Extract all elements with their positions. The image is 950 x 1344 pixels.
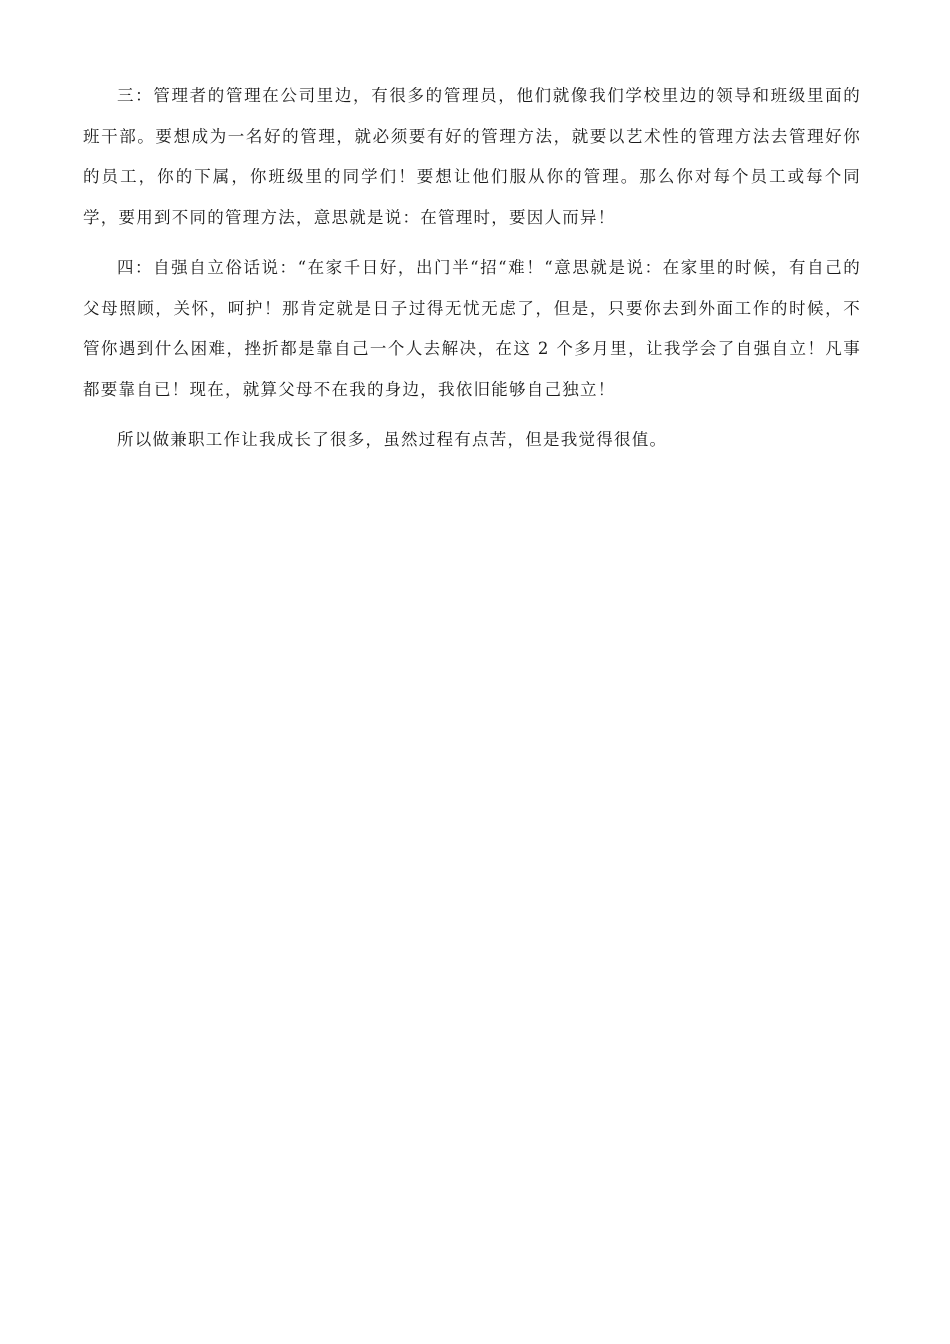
paragraph-self-reliance: 四：自强自立俗话说：“在家千日好，出门半“招“难！“意思就是说：在家里的时候，有自己的父母照顾，关怀，呵护！那肯定就是日子过得无忧无虑了，但是，只要你去到外面工作的时候，不管你遇到什么困难，挫折都是靠自己一个人去解决，在这 2 个多月里，让我学会了自强自立！凡事都要靠自已！现在，就算父母不在我的身边，我依旧能够自己独立！ — [83, 258, 861, 399]
paragraph-management: 三：管理者的管理在公司里边，有很多的管理员，他们就像我们学校里边的领导和班级里面的班干部。要想成为一名好的管理，就必须要有好的管理方法，就要以艺术性的管理方法去管理好你的员工，你的下属，你班级里的同学们！要想让他们服从你的管理。那么你对每个员工或每个同学，要用到不同的管理方法，意思就是说：在管理时，要因人而异！ — [83, 86, 861, 227]
document-body — [83, 76, 861, 471]
paragraph-conclusion: 所以做兼职工作让我成长了很多，虽然过程有点苦，但是我觉得很值。 — [117, 430, 668, 449]
